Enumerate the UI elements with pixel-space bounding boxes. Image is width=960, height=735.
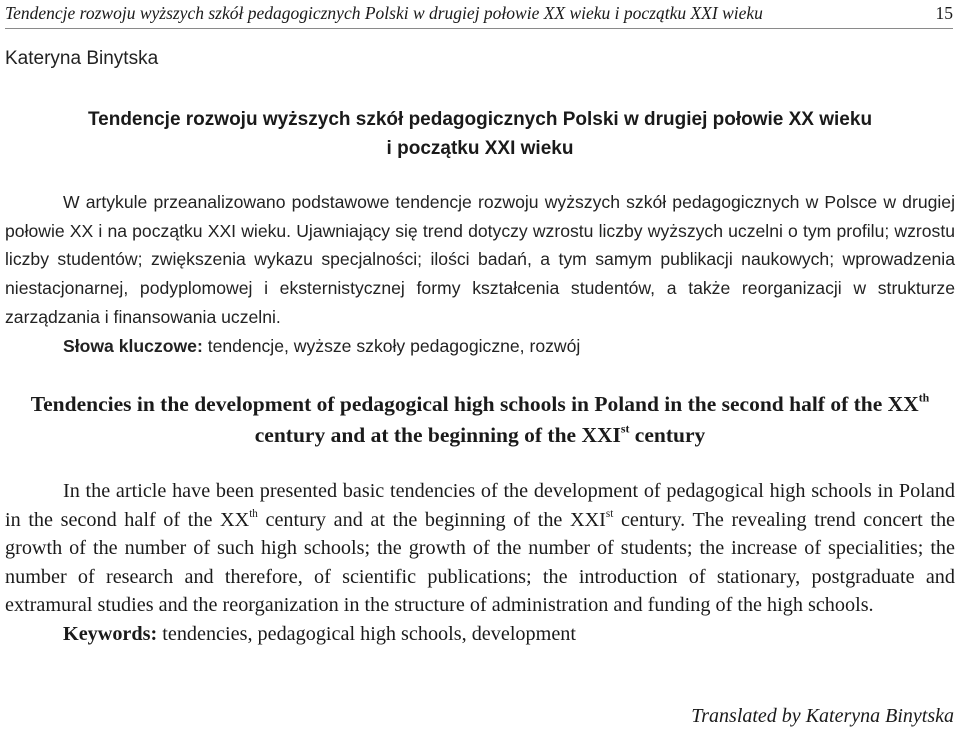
- english-abstract: [5, 477, 955, 649]
- english-title-superscript-2: st: [620, 421, 630, 436]
- polish-keywords-label: Słowa kluczowe:: [63, 335, 203, 356]
- polish-keywords-text: tendencje, wyższe szkoły pedagogiczne, rozwój: [202, 335, 581, 356]
- running-title: Tendencje rozwoju wyższych szkół pedagogicznych Polski w drugiej połowie XX wieku i początku XXI wieku: [5, 3, 763, 23]
- english-abstract-part-3: century. The revealing trend concert the growth of the number of such high schools; the growth of the number of students; the increase of specialities; the number of research and therefore, of scientific publications; the introduction of stationary, postgraduate and extramural studies and the reorganization in the structure of administration and funding of the high schools.: [5, 508, 955, 617]
- translator-note: Translated by Kateryna Binytska: [691, 705, 954, 727]
- english-title-part-2: century and at the beginning of the XXI: [254, 423, 621, 447]
- author-name: Kateryna Binytska: [5, 48, 159, 69]
- english-title-superscript-1: th: [918, 390, 930, 405]
- english-abstract-superscript-2: st: [605, 507, 614, 520]
- english-keywords-label: Keywords:: [63, 622, 158, 645]
- english-title-part-3: century: [629, 423, 706, 447]
- polish-title-line-2: i początku XXI wieku: [386, 138, 574, 159]
- english-abstract-paragraph: [5, 477, 955, 620]
- polish-abstract-text: W artykule przeanalizowano podstawowe tendencje rozwoju wyższych szkół pedagogicznych w Polsce w drugiej połowie XX i na początku XXI wieku. Ujawniający się trend dotyczy wzrostu liczby wyższych uczelni o tym profilu; wzrostu liczby studentów; zwiększenia wykazu specjalności; ilości badań, a tym samym publikacji naukowych; wprowadzenia niestacjonarnej, podyplomowej i eksternistycznej formy kształcenia studentów, a także reorganizacji w strukturze zarządzania i finansowania uczelni.: [5, 192, 955, 327]
- polish-abstract-paragraph: [5, 188, 955, 332]
- english-keywords-text: tendencies, pedagogical high schools, development: [157, 622, 576, 645]
- english-keywords: [5, 620, 955, 649]
- english-title-part-1: Tendencies in the development of pedagogical high schools in Poland in the second half of the XX: [30, 392, 919, 416]
- english-abstract-superscript-1: th: [249, 507, 258, 520]
- running-header: [5, 2, 953, 29]
- page-number: 15: [935, 3, 953, 23]
- english-title: [0, 389, 960, 451]
- polish-title-line-1: Tendencje rozwoju wyższych szkół pedagogicznych Polski w drugiej połowie XX wieku: [87, 109, 873, 130]
- polish-keywords: [5, 332, 955, 361]
- polish-abstract: [5, 188, 955, 360]
- english-abstract-part-1: In the article have been presented basic tendencies of the development of pedagogical high schools in Poland in the second half of the XX: [5, 480, 955, 531]
- polish-title: [0, 105, 960, 163]
- english-abstract-part-2: century and at the beginning of the XXI: [257, 508, 606, 531]
